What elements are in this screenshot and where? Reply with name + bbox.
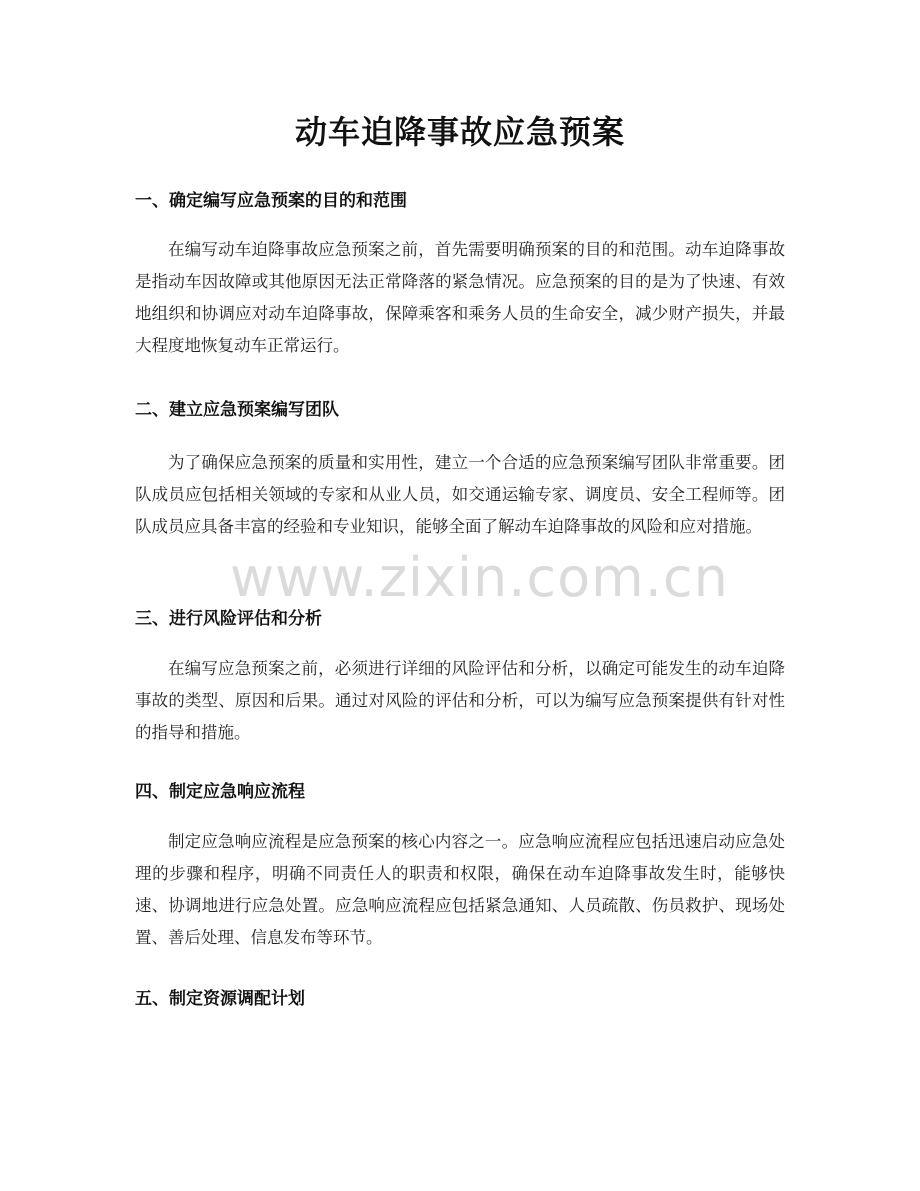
section-body-3: 在编写应急预案之前，必须进行详细的风险评估和分析，以确定可能发生的动车迫降事故的类型、原因和后果。通过对风险的评估和分析，可以为编写应急预案提供有针对性的指导和措施。 (135, 659, 785, 742)
section-heading-4: 四、制定应急响应流程 (135, 782, 305, 802)
section-heading-5: 五、制定资源调配计划 (135, 989, 305, 1009)
section-body-2: 为了确保应急预案的质量和实用性，建立一个合适的应急预案编写团队非常重要。团队成员应包括相关领域的专家和从业人员，如交通运输专家、调度员、安全工程师等。团队成员应具备丰富的经验和专业知识，能够全面了解动车迫降事故的风险和应对措施。 (135, 453, 785, 536)
section-heading-2: 二、建立应急预案编写团队 (135, 400, 339, 420)
watermark-text: www.zixin.com.cn (230, 546, 729, 609)
section-heading-3: 三、进行风险评估和分析 (135, 609, 322, 629)
section-heading-1: 一、确定编写应急预案的目的和范围 (135, 191, 407, 211)
document-title: 动车迫降事故应急预案 (294, 113, 625, 151)
section-body-1: 在编写动车迫降事故应急预案之前，首先需要明确预案的目的和范围。动车迫降事故是指动车因故障或其他原因无法正常降落的紧急情况。应急预案的目的是为了快速、有效地组织和协调应对动车迫降事故，保障乘客和乘务人员的生命安全，减少财产损失，并最大程度地恢复动车正常运行。 (135, 240, 785, 355)
section-body-4: 制定应急响应流程是应急预案的核心内容之一。应急响应流程应包括迅速启动应急处理的步骤和程序，明确不同责任人的职责和权限，确保在动车迫降事故发生时，能够快速、协调地进行应急处置。应急响应流程应包括紧急通知、人员疏散、伤员救护、现场处置、善后处理、信息发布等环节。 (135, 832, 785, 947)
